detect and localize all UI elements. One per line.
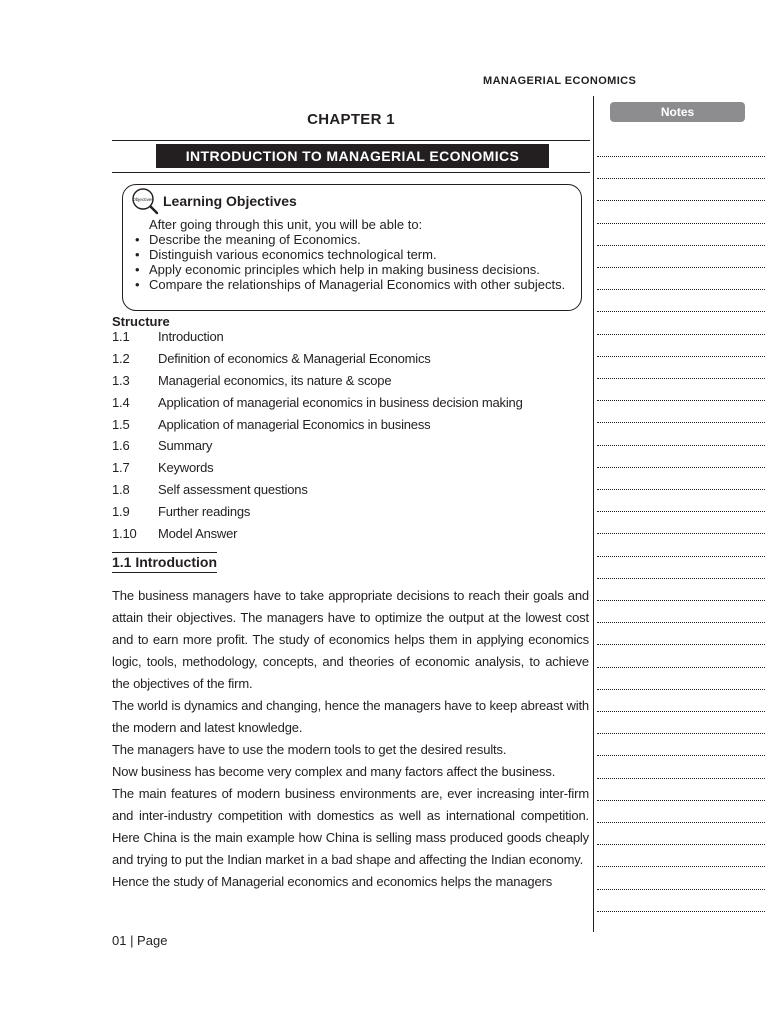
structure-item-number: 1.4 xyxy=(112,394,130,410)
page-number: 01 | Page xyxy=(112,933,168,948)
structure-item-number: 1.8 xyxy=(112,482,130,498)
section-heading-rule-bottom xyxy=(112,572,217,573)
structure-item-label: Summary xyxy=(158,438,213,454)
note-line xyxy=(597,889,765,890)
objective-item: • Apply economic principles which help in making business decisions. xyxy=(135,262,580,277)
note-line xyxy=(597,400,765,401)
structure-item-label: Managerial economics, its nature & scope xyxy=(158,372,392,388)
body-paragraph: The business managers have to take appropriate decisions to reach their goals and attain their objectives. The managers have to optimize the output at the lowest cost and to earn more profit. The study of economics helps them in applying economics logic, tools, methodology, concepts, and theories of economic analysis, to achieve the objectives of the firm. xyxy=(112,588,589,691)
note-line xyxy=(597,689,765,690)
note-line xyxy=(597,844,765,845)
note-line xyxy=(597,334,765,335)
structure-item-number: 1.1 xyxy=(112,329,130,344)
objectives-intro: After going through this unit, you will be able to: xyxy=(149,217,423,232)
note-line xyxy=(597,267,765,268)
body-paragraph: Hence the study of Managerial economics and economics helps the managers xyxy=(112,874,553,889)
section-heading-text: 1.1 Introduction xyxy=(112,554,217,570)
section-heading xyxy=(112,554,217,570)
note-line xyxy=(597,733,765,734)
chapter-label: CHAPTER 1 xyxy=(307,111,395,128)
objective-item: • Describe the meaning of Economics. xyxy=(135,232,580,247)
structure-item-number: 1.9 xyxy=(112,504,130,520)
structure-item-label: Model Answer xyxy=(158,526,238,542)
margin-divider xyxy=(593,96,594,932)
structure-item-number: 1.6 xyxy=(112,438,130,454)
structure-item-number: 1.7 xyxy=(112,460,130,476)
structure-item xyxy=(112,392,592,414)
magnifier-objectives-icon xyxy=(131,187,159,215)
body-paragraph: The managers have to use the modern tools to get the desired results. xyxy=(112,742,507,757)
note-line xyxy=(597,644,765,645)
body-paragraph: Now business has become very complex and many factors affect the business. xyxy=(112,764,556,779)
structure-item-label: Application of managerial economics in business decision making xyxy=(158,394,523,410)
structure-item xyxy=(112,435,592,457)
learning-objectives-list xyxy=(135,217,580,292)
note-line xyxy=(597,600,765,601)
structure-item-label: Introduction xyxy=(158,329,224,344)
learning-objectives-title: Learning Objectives xyxy=(163,193,297,209)
note-line xyxy=(597,556,765,557)
note-line xyxy=(597,178,765,179)
structure-item xyxy=(112,414,592,436)
structure-item-label: Keywords xyxy=(158,460,214,476)
chapter-rule-bottom xyxy=(112,172,590,173)
structure-item xyxy=(112,479,592,501)
note-line xyxy=(597,800,765,801)
note-line xyxy=(597,578,765,579)
notes-tab: Notes xyxy=(610,102,745,122)
chapter-rule-top xyxy=(112,140,590,141)
note-line xyxy=(597,445,765,446)
note-line xyxy=(597,511,765,512)
note-line xyxy=(597,223,765,224)
structure-item-label: Application of managerial Economics in business xyxy=(158,416,431,432)
note-line xyxy=(597,911,765,912)
structure-title: Structure xyxy=(112,314,170,329)
note-line xyxy=(597,467,765,468)
running-header: MANAGERIAL ECONOMICS xyxy=(483,75,637,87)
objective-item: • Distinguish various economics technological term. xyxy=(135,247,580,262)
body-text xyxy=(112,585,589,893)
note-line xyxy=(597,378,765,379)
structure-list xyxy=(112,326,592,545)
structure-item xyxy=(112,370,592,392)
body-paragraph: The main features of modern business environments are, ever increasing inter-firm and inter-industry competition with domestics as well as international competition. Here China is the main example how China is selling mass produced goods cheaply and trying to put the Indian market in a bad shape and affecting the Indian economy. xyxy=(112,786,589,867)
section-heading-rule-top xyxy=(112,552,217,553)
note-line xyxy=(597,622,765,623)
note-line xyxy=(597,822,765,823)
note-line xyxy=(597,667,765,668)
note-line xyxy=(597,422,765,423)
structure-item-number: 1.3 xyxy=(112,372,130,388)
structure-item xyxy=(112,348,592,370)
note-line xyxy=(597,866,765,867)
structure-item-number: 1.5 xyxy=(112,416,130,432)
chapter-banner: INTRODUCTION TO MANAGERIAL ECONOMICS xyxy=(156,144,549,168)
structure-item xyxy=(112,326,592,348)
objectives-icon-text: Objectives xyxy=(132,196,154,202)
note-line xyxy=(597,200,765,201)
learning-objectives-header xyxy=(131,187,297,215)
note-line xyxy=(597,533,765,534)
note-line xyxy=(597,289,765,290)
structure-item xyxy=(112,523,592,545)
note-line xyxy=(597,778,765,779)
note-line xyxy=(597,311,765,312)
body-paragraph: The world is dynamics and changing, hence the managers have to keep abreast with the modern and latest knowledge. xyxy=(112,698,589,735)
structure-item xyxy=(112,457,592,479)
note-line xyxy=(597,489,765,490)
note-line xyxy=(597,156,765,157)
structure-item-label: Definition of economics & Managerial Economics xyxy=(158,350,431,366)
structure-item-label: Self assessment questions xyxy=(158,482,308,498)
structure-item xyxy=(112,501,592,523)
structure-item-number: 1.10 xyxy=(112,526,137,542)
structure-item-label: Further readings xyxy=(158,504,251,520)
objective-item: • Compare the relationships of Managerial Economics with other subjects. xyxy=(135,277,580,292)
note-line xyxy=(597,245,765,246)
structure-item-number: 1.2 xyxy=(112,350,130,366)
note-line xyxy=(597,755,765,756)
note-line xyxy=(597,711,765,712)
note-line xyxy=(597,356,765,357)
